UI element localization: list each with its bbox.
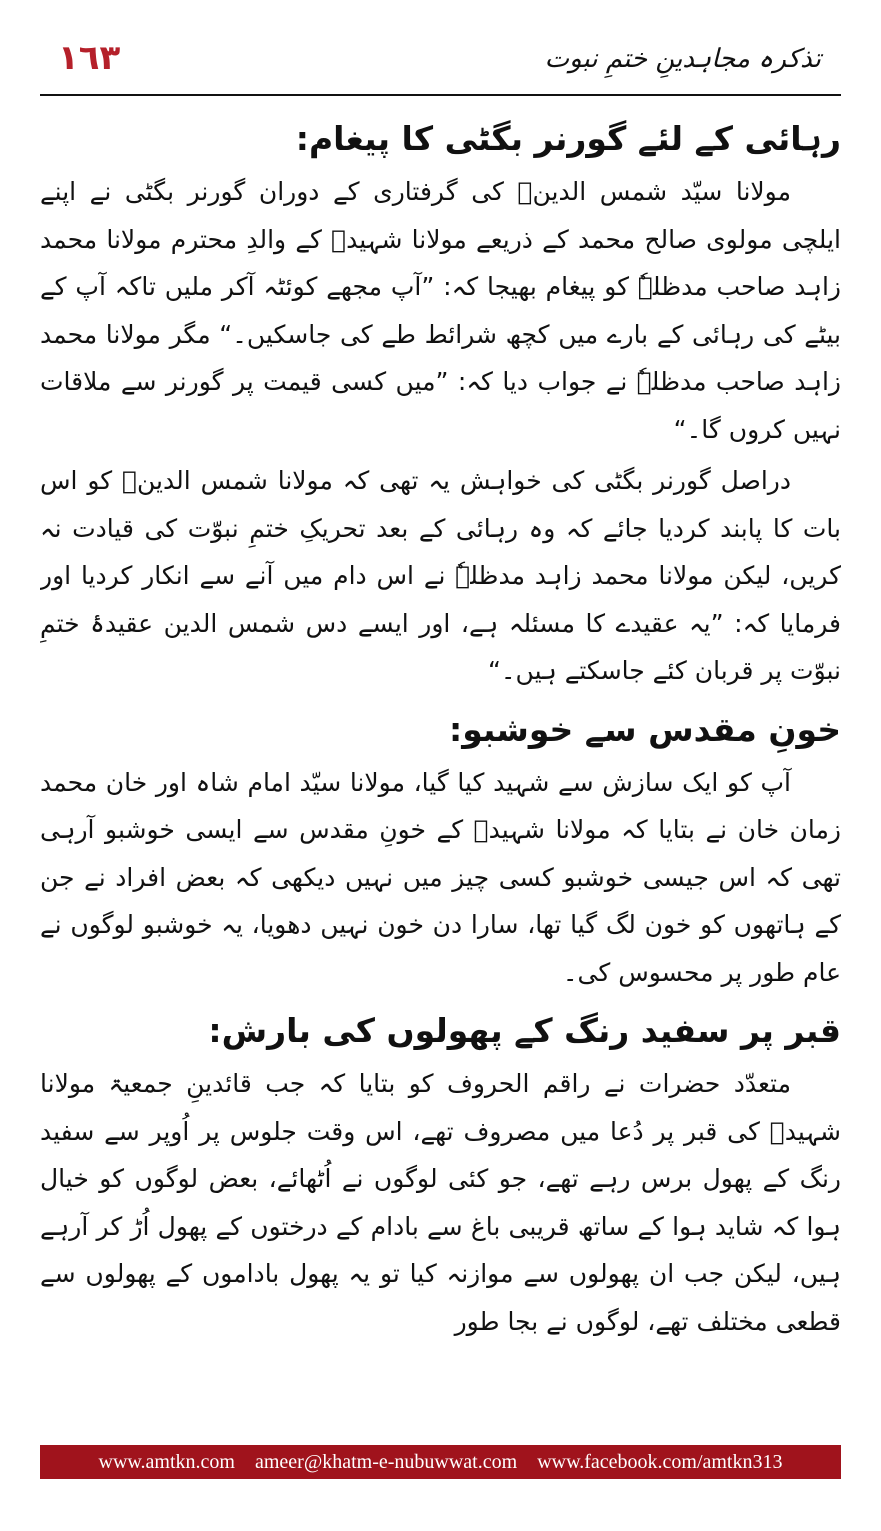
footer-email-link[interactable]: ameer@khatm-e-nubuwwat.com	[254, 1450, 518, 1473]
page-number: ١٦٣	[58, 38, 121, 78]
section-fragrance	[40, 705, 841, 997]
section-heading: رہائی کے لئے گورنر بگٹی کا پیغام:	[295, 119, 841, 158]
paragraph: متعدّد حضرات نے راقم الحروف کو بتایا کہ جب قائدینِ جمعیۃ مولانا شہیدؒ کی قبر پر دُعا میں مصروف تھے، اس وقت جلوس پر اُوپر سے سفید رنگ کے پھول برس رہے تھے، جو کئی لوگوں نے اُٹھائے، بعض لوگوں کو خیال ہوا کہ شاید ہوا کے ساتھ قریبی باغ سے بادام کے درختوں کے پھول اُڑ کر آرہے ہیں، لیکن جب ان پھولوں سے موازنہ کیا تو یہ پھول باداموں کے پھولوں سے قطعی مختلف تھے، لوگوں نے بجا طور	[40, 1069, 841, 1336]
footer-bar	[40, 1445, 841, 1479]
paragraph: دراصل گورنر بگٹی کی خواہش یہ تھی کہ مولانا شمس الدینؒ کو اس بات کا پابند کردیا جائے کہ وہ رہائی کے بعد تحریکِ ختمِ نبوّت کی قیادت نہ کریں، لیکن مولانا محمد زاہد مدظلہٗ نے اس دام میں آنے سے انکار کردیا اور فرمایا کہ: ”یہ عقیدے کا مسئلہ ہے، اور ایسے دس شمس الدین عقیدۂ ختمِ نبوّت پر قربان کئے جاسکتے ہیں۔“	[40, 466, 841, 685]
section-flowers	[40, 1006, 841, 1345]
paragraph: مولانا سیّد شمس الدینؒ کی گرفتاری کے دوران گورنر بگٹی نے اپنے ایلچی مولوی صالح محمد کے ذریعے مولانا شہیدؒ کے والدِ محترم مولانا محمد زاہد صاحب مدظلہٗ کو پیغام بھیجا کہ: ”آپ مجھے کوئٹہ آکر ملیں تاکہ آپ کے بیٹے کی رہائی کے بارے میں کچھ شرائط طے کی جاسکیں۔“ مگر مولانا محمد زاہد صاحب مدظلہٗ نے جواب دیا کہ: ”میں کسی قیمت پر گورنر سے ملاقات نہیں کروں گا۔“	[40, 177, 841, 444]
page-body	[40, 104, 841, 1424]
header-rule	[40, 94, 841, 96]
section-heading: خونِ مقدس سے خوشبو:	[449, 709, 841, 749]
footer-facebook-link[interactable]: www.facebook.com/amtkn313	[537, 1450, 783, 1473]
footer-website-link[interactable]: www.amtkn.com	[98, 1450, 235, 1473]
section-heading: قبر پر سفید رنگ کے پھولوں کی بارش:	[208, 1011, 841, 1050]
section-governor-message	[40, 114, 841, 695]
running-head: تذکرہ مجاہدینِ ختمِ نبوت	[544, 44, 821, 74]
paragraph: آپ کو ایک سازش سے شہید کیا گیا، مولانا سیّد امام شاہ اور خان محمد زمان خان نے بتایا کہ مولانا شہیدؒ کے خونِ مقدس سے ایسی خوشبو آرہی تھی کہ اس جیسی خوشبو کسی چیز میں نہیں دیکھی کہ بعض افراد نے جن کے ہاتھوں کو خون لگ گیا تھا، سارا دن خون نہیں دھویا، یہ خوشبو لوگوں نے عام طور پر محسوس کی۔	[40, 767, 841, 987]
